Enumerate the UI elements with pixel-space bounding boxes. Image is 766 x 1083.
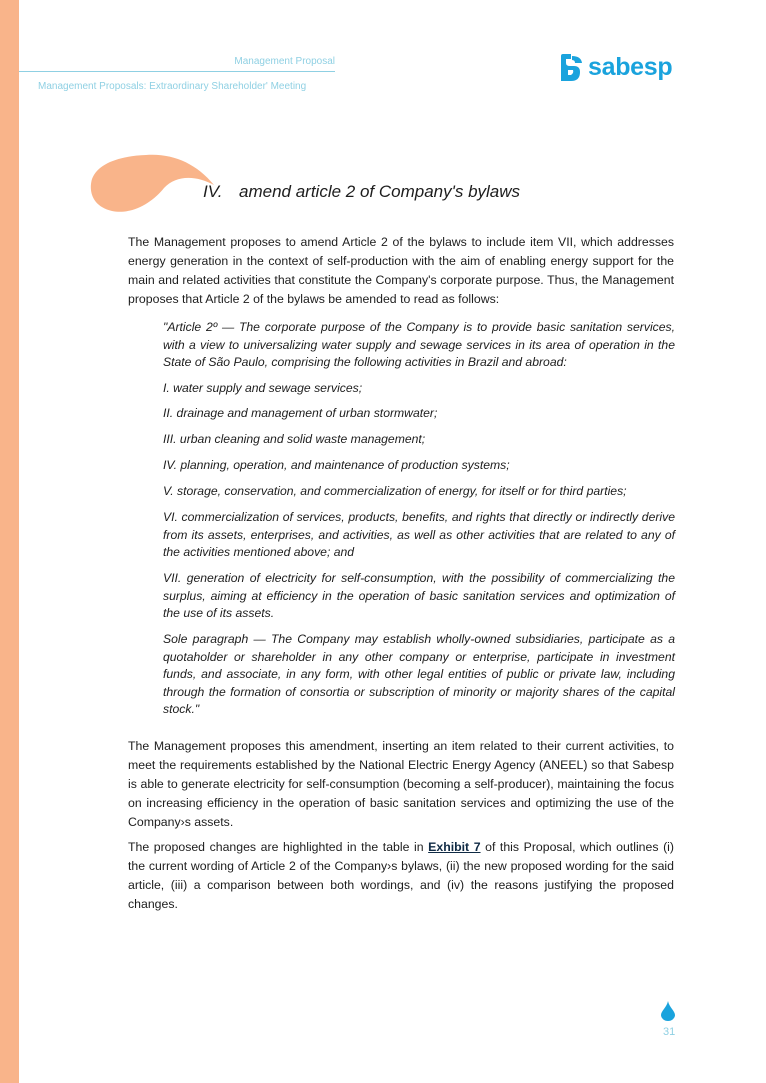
article-item-3: III. urban cleaning and solid waste management; [163,432,426,446]
article-opening: "Article 2º — The corporate purpose of the Company is to provide basic sanitation services, with a view to universalizing water supply and sewage services in its area of operation in the State of São Paulo, comprising the following activities in Brazil and abroad: [163,320,675,369]
sabesp-logo [558,52,678,82]
article-item-5: V. storage, conservation, and commercialization of energy, for itself or for third parties; [163,484,627,498]
article-item-4: IV. planning, operation, and maintenance of production systems; [163,458,510,472]
sabesp-logo-icon [558,54,584,81]
article-item-6: VI. commercialization of services, products, benefits, and rights that directly or indirectly derive from its assets, enterprises, and activities, as well as other activities that are related to any of the activities mentioned above; and [163,510,675,559]
article-item-1: I. water supply and sewage services; [163,381,363,395]
exhibit-paragraph-start: The proposed changes are highlighted in the table in [128,840,429,854]
section-number: IV. [203,182,223,201]
leaf-decoration-icon [88,153,216,215]
left-accent-bar [0,0,19,1083]
article-item-7: VII. generation of electricity for self-consumption, with the possibility of commercializing the surplus, aiming at efficiency in the operation of basic sanitation services and optimization of the use of its assets. [163,571,675,620]
intro-paragraph: The Management proposes to amend Article 2 of the bylaws to include item VII, which addresses energy generation in the context of self-production with the aim of enabling energy support for the main and related activities that constitute the Company's corporate purpose. Thus, the Management proposes that Article 2 of the bylaws be amended to read as follows: [128,235,674,306]
exhibit-paragraph-end: of this Proposal, which outlines (i) the current wording of Article 2 of the Company›s bylaws, (ii) the new proposed wording for the said article, (iii) a comparison between both wordings, and (iv) the reasons justifying the proposed changes. [128,840,674,911]
header-divider [19,71,335,72]
exhibit-7-link[interactable]: Exhibit 7 [428,840,481,854]
header-title: Management Proposal [234,56,335,67]
article-item-2: II. drainage and management of urban stormwater; [163,406,438,420]
page-number: 31 [663,1026,676,1038]
section-title: amend article 2 of Company's bylaws [239,182,521,201]
water-drop-icon [661,1001,675,1021]
sole-paragraph: Sole paragraph — The Company may establish wholly-owned subsidiaries, participate as a quotaholder or shareholder in any other company or enterprise, participate in investment funds, and associate, in any form, with other legal entities of public or private law, including through the formation of consortia or subscription of minority or majority shares of the capital stock." [163,632,675,716]
header-subtitle: Management Proposals: Extraordinary Shareholder' Meeting [38,81,307,92]
exhibit-paragraph [128,838,674,914]
section-heading [203,182,520,202]
logo-text: sabesp [588,52,673,81]
rationale-paragraph: The Management proposes this amendment, inserting an item related to their current activities, to meet the requirements established by the National Electric Energy Agency (ANEEL) so that Sabesp is able to generate electricity for self-consumption (becoming a self-producer), maintaining the focus on increasing efficiency in the operation of basic sanitation services and optimizing the use of the Company›s assets. [128,739,674,829]
